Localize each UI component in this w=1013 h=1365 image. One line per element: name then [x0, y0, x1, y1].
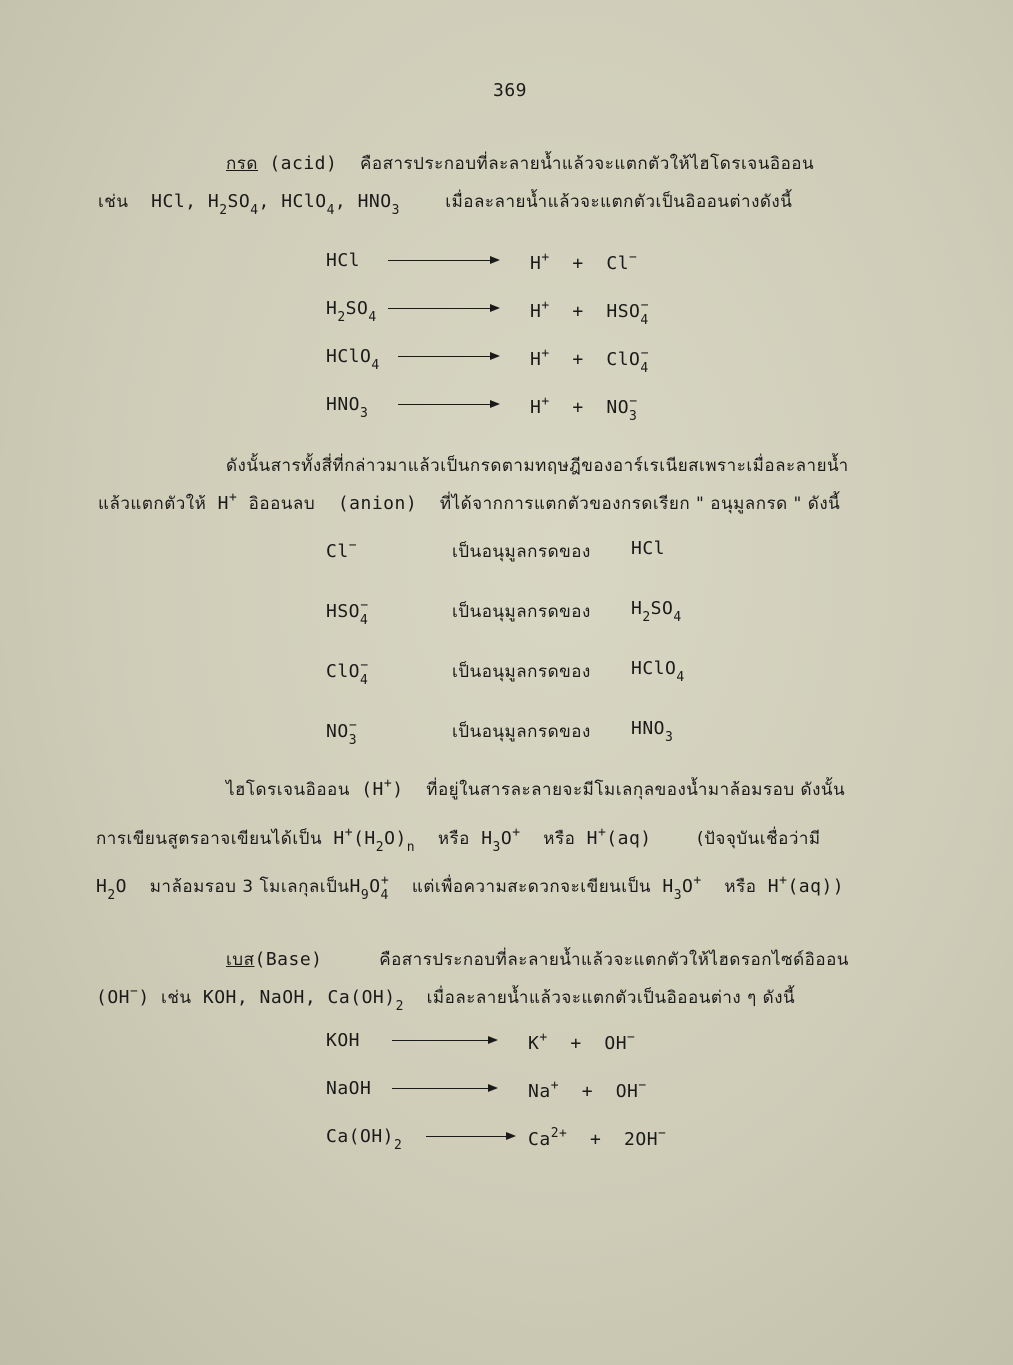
acid-term: กรด — [226, 154, 258, 174]
para3-l3b: แต่เพื่อความสะดวกจะเขียนเป็น — [411, 877, 651, 897]
para3-l1b: ที่อยู่ในสารละลายจะมีโมเลกุลของน้ำมาล้อมรอบ ดังนั้น — [426, 780, 846, 800]
eq-hclo4-reactant: HClO$_4$ — [326, 346, 380, 373]
eq-hcl-products: H+ + Cl− — [530, 250, 638, 274]
page-number: 369 — [493, 80, 528, 101]
eq-hclo4-arrow — [398, 356, 498, 357]
base-examples-tail: เมื่อละลายน้ำแล้วจะแตกตัวเป็นอิออนต่าง ๆ ดังนี้ — [426, 988, 796, 1008]
eq-hno3-reactant: $HNO_3$ — [326, 394, 369, 421]
eq-caoh2-products: $Ca^{2+} + 2OH^-$ — [528, 1126, 667, 1150]
para2-b: อิออนลบ — [248, 494, 316, 514]
para2-line2: แล้วแตกตัวให้ H+ อิออนลบ (anion) ที่ได้จากการแตกตัวของกรดเรียก " อนุมูลกรด " ดังนี้ — [98, 490, 841, 514]
radical-cl-ion: Cl− — [326, 538, 358, 562]
acid-definition: คือสารประกอบที่ละลายน้ำแล้วจะแตกตัวให้ไฮโดรเจนอิออน — [360, 154, 815, 174]
radical-clo4-ion: ClO$_4$− — [326, 658, 369, 688]
eq-koh-products: K+ + OH− — [528, 1030, 636, 1054]
radical-clo4-acid: HClO$_4$ — [631, 658, 685, 685]
para2-a: แล้วแตกตัวให้ — [98, 494, 207, 514]
para3-l2c: (ปัจจุบันเชื่อว่ามี — [697, 829, 821, 849]
acid-definition-line2: เช่น HCl, $H_2SO_4$, HClO$_4$, $HNO_3$ เมื่อละลายน้ำแล้วจะแตกตัวเป็นอิออนต่างดังนี้ — [98, 191, 793, 218]
base-examples-label: เช่น — [161, 988, 192, 1008]
eq-hclo4-products: H+ + ClO$_4$− — [530, 346, 650, 376]
para3-or2: หรือ — [543, 829, 576, 849]
radical-no3-ion: $NO_3^-$ — [326, 718, 358, 748]
radical-hso4-phrase: เป็นอนุมูลกรดของ — [452, 602, 591, 622]
base-term: เบส — [226, 950, 255, 970]
para3-line1: ไฮโดรเจนอิออน (H+) ที่อยู่ในสารละลายจะมีโมเลกุลของน้ำมาล้อมรอบ ดังนั้น — [226, 776, 846, 800]
para3-line3: $H_2O$ มาล้อมรอบ 3 โมเลกุลเป็น$H_9O_4^+$ แต่เพื่อความสะดวกจะเขียนเป็น $H_3O^+$ หรือ H+(aq)) — [96, 873, 845, 903]
radical-hso4-acid: $H_2SO_4$ — [631, 598, 682, 625]
acid-examples-tail: เมื่อละลายน้ำแล้วจะแตกตัวเป็นอิออนต่างดังนี้ — [445, 192, 793, 212]
radical-clo4-phrase: เป็นอนุมูลกรดของ — [452, 662, 591, 682]
eq-caoh2-reactant: $Ca(OH)_2$ — [326, 1126, 403, 1153]
para3-l3a: มาล้อมรอบ 3 โมเลกุลเป็น — [149, 877, 350, 897]
para3-l2a: การเขียนสูตรอาจเขียนได้เป็น — [96, 829, 323, 849]
eq-koh-arrow — [392, 1040, 496, 1041]
eq-naoh-products: Na+ + OH− — [528, 1078, 647, 1102]
radical-cl-phrase: เป็นอนุมูลกรดของ — [452, 542, 591, 562]
eq-hno3-products: $H^+ + NO_3^-$ — [530, 394, 638, 424]
eq-caoh2-arrow — [426, 1136, 514, 1137]
para2-d: ที่ได้จากการแตกตัวของกรดเรียก " อนุมูลกรด " ดังนี้ — [439, 494, 841, 514]
base-definition-line1 — [226, 946, 849, 973]
acid-examples-label: เช่น — [98, 192, 129, 212]
para3-l3or: หรือ — [724, 877, 757, 897]
acid-definition-line1 — [226, 150, 814, 177]
radical-no3-acid: $HNO_3$ — [631, 718, 674, 745]
eq-hcl-arrow — [388, 260, 498, 261]
eq-h2so4-reactant: $H_2SO_4$ — [326, 298, 377, 325]
radical-cl-acid: HCl — [631, 538, 666, 559]
base-definition-line2: (OH−) เช่น KOH, NaOH, $Ca(OH)_2$ เมื่อละลายน้ำแล้วจะแตกตัวเป็นอิออนต่าง ๆ ดังนี้ — [96, 984, 796, 1014]
eq-naoh-arrow — [392, 1088, 496, 1089]
eq-hcl-reactant: HCl — [326, 250, 361, 271]
base-term-en: (Base) — [254, 949, 323, 970]
radical-hso4-ion: $HSO_4^-$ — [326, 598, 369, 628]
radical-no3-phrase: เป็นอนุมูลกรดของ — [452, 722, 591, 742]
para3-line2: การเขียนสูตรอาจเขียนได้เป็น $H^+(H_2O)_n$ หรือ $H_3O^+$ หรือ H+(aq) (ปัจจุบันเชื่อว่ามี — [96, 825, 821, 855]
eq-h2so4-products: $H^+ + HSO_4^-$ — [530, 298, 650, 328]
para3-l1a: ไฮโดรเจนอิออน — [226, 780, 350, 800]
eq-hno3-arrow — [398, 404, 498, 405]
para2-c: (anion) — [337, 493, 418, 514]
eq-h2so4-arrow — [388, 308, 498, 309]
para2-line1: ดังนั้นสารทั้งสี่ที่กล่าวมาแล้วเป็นกรดตามทฤษฎีของอาร์เรเนียสเพราะเมื่อละลายน้ำ — [226, 456, 849, 476]
para3-or1: หรือ — [437, 829, 470, 849]
base-definition: คือสารประกอบที่ละลายน้ำแล้วจะแตกตัวให้ไฮดรอกไซด์อิออน — [379, 950, 849, 970]
eq-koh-reactant: KOH — [326, 1030, 361, 1051]
eq-naoh-reactant: NaOH — [326, 1078, 372, 1099]
acid-term-en: (acid) — [269, 153, 338, 174]
